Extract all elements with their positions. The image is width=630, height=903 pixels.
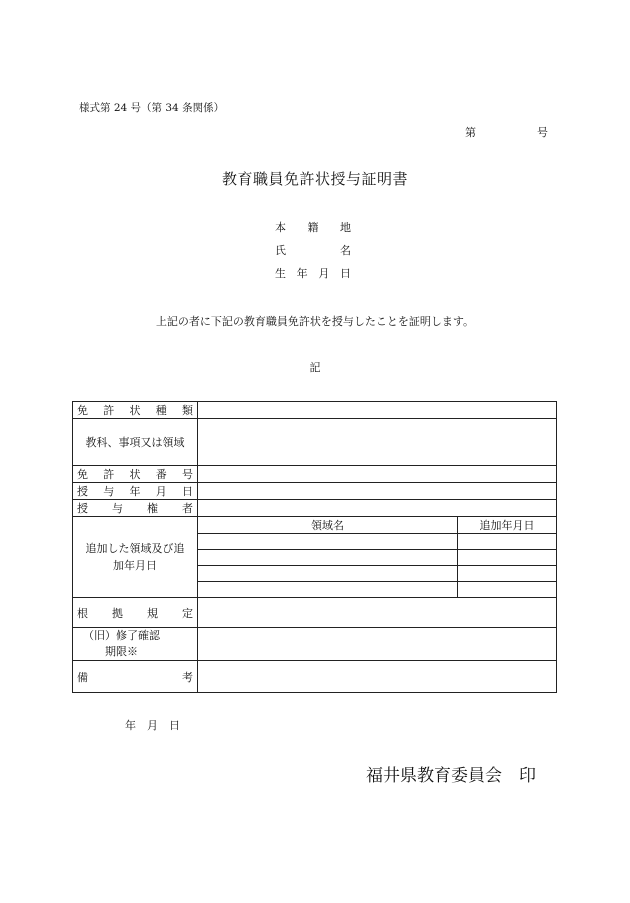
row-license-number: [73, 466, 557, 483]
row-grant-date: [73, 483, 557, 500]
name-char: 氏: [275, 244, 286, 257]
license-type-label: 免 許 状 種 類: [73, 402, 198, 419]
row-completion: [73, 628, 557, 661]
birthdate-char: 月: [318, 267, 330, 280]
area-name-cell: [198, 582, 458, 598]
license-number-label: 免 許 状 番 号: [73, 466, 198, 483]
remarks-value: [198, 661, 557, 693]
area-date-cell: [458, 550, 557, 566]
issuer-seal: 福井県教育委員会 印: [366, 766, 536, 786]
license-type-value: [198, 402, 557, 419]
grantor-label: 授 与 権 者: [73, 500, 198, 517]
certification-statement: 上記の者に下記の教育職員免許状を授与したことを証明します。: [155, 315, 475, 328]
field-birthdate: [275, 265, 351, 281]
subject-value: [198, 419, 557, 466]
grant-date-value: [198, 483, 557, 500]
row-grantor: [73, 500, 557, 517]
area-date-cell: [458, 582, 557, 598]
area-name-cell: [198, 566, 458, 582]
added-area-label: [73, 517, 198, 598]
remarks-label-left: 備: [77, 670, 88, 684]
name-char: 名: [340, 244, 351, 257]
area-name-cell: [198, 550, 458, 566]
honseki-char: 本: [275, 221, 286, 234]
area-name-header: 領域名: [198, 517, 458, 534]
area-name-cell: [198, 534, 458, 550]
field-name: [275, 242, 351, 258]
birthdate-char: 生: [275, 267, 286, 280]
document-title: 教育職員免許状授与証明書: [221, 170, 408, 188]
serial-prefix: 第: [465, 126, 476, 139]
grant-date-label: 授 与 年 月 日: [73, 483, 198, 500]
area-date-cell: [458, 566, 557, 582]
birthdate-char: 日: [339, 267, 351, 280]
row-subject: [73, 419, 557, 466]
grantor-value: [198, 500, 557, 517]
legal-basis-value: [198, 598, 557, 628]
completion-label-line2: 期限※: [105, 645, 138, 658]
row-legal-basis: [73, 598, 557, 628]
serial-suffix: 号: [537, 126, 548, 139]
remarks-label: [73, 661, 198, 693]
added-area-label-line2: 加年月日: [113, 559, 157, 572]
row-license-type: [73, 402, 557, 419]
row-remarks: [73, 661, 557, 693]
field-honseki: [275, 219, 351, 235]
form-number: 様式第 24 号（第 34 条関係）: [79, 102, 225, 114]
row-added-area-header: [73, 517, 557, 534]
added-area-label-line1: 追加した領域及び追: [85, 542, 185, 555]
ki-heading: 記: [309, 361, 321, 374]
issue-date: 年 月 日: [125, 719, 180, 732]
honseki-char: 籍: [307, 221, 319, 234]
certificate-table: [72, 401, 557, 693]
license-number-value: [198, 466, 557, 483]
completion-value: [198, 628, 557, 661]
completion-label: [73, 628, 198, 661]
subject-label: 教科、事項又は領域: [73, 419, 198, 466]
area-date-cell: [458, 534, 557, 550]
area-date-header: 追加年月日: [458, 517, 557, 534]
honseki-char: 地: [340, 221, 351, 234]
legal-basis-label: 根 拠 規 定: [73, 598, 198, 628]
remarks-label-right: 考: [182, 670, 193, 684]
completion-label-line1: （旧）修了確認: [83, 629, 160, 642]
birthdate-char: 年: [296, 267, 308, 280]
